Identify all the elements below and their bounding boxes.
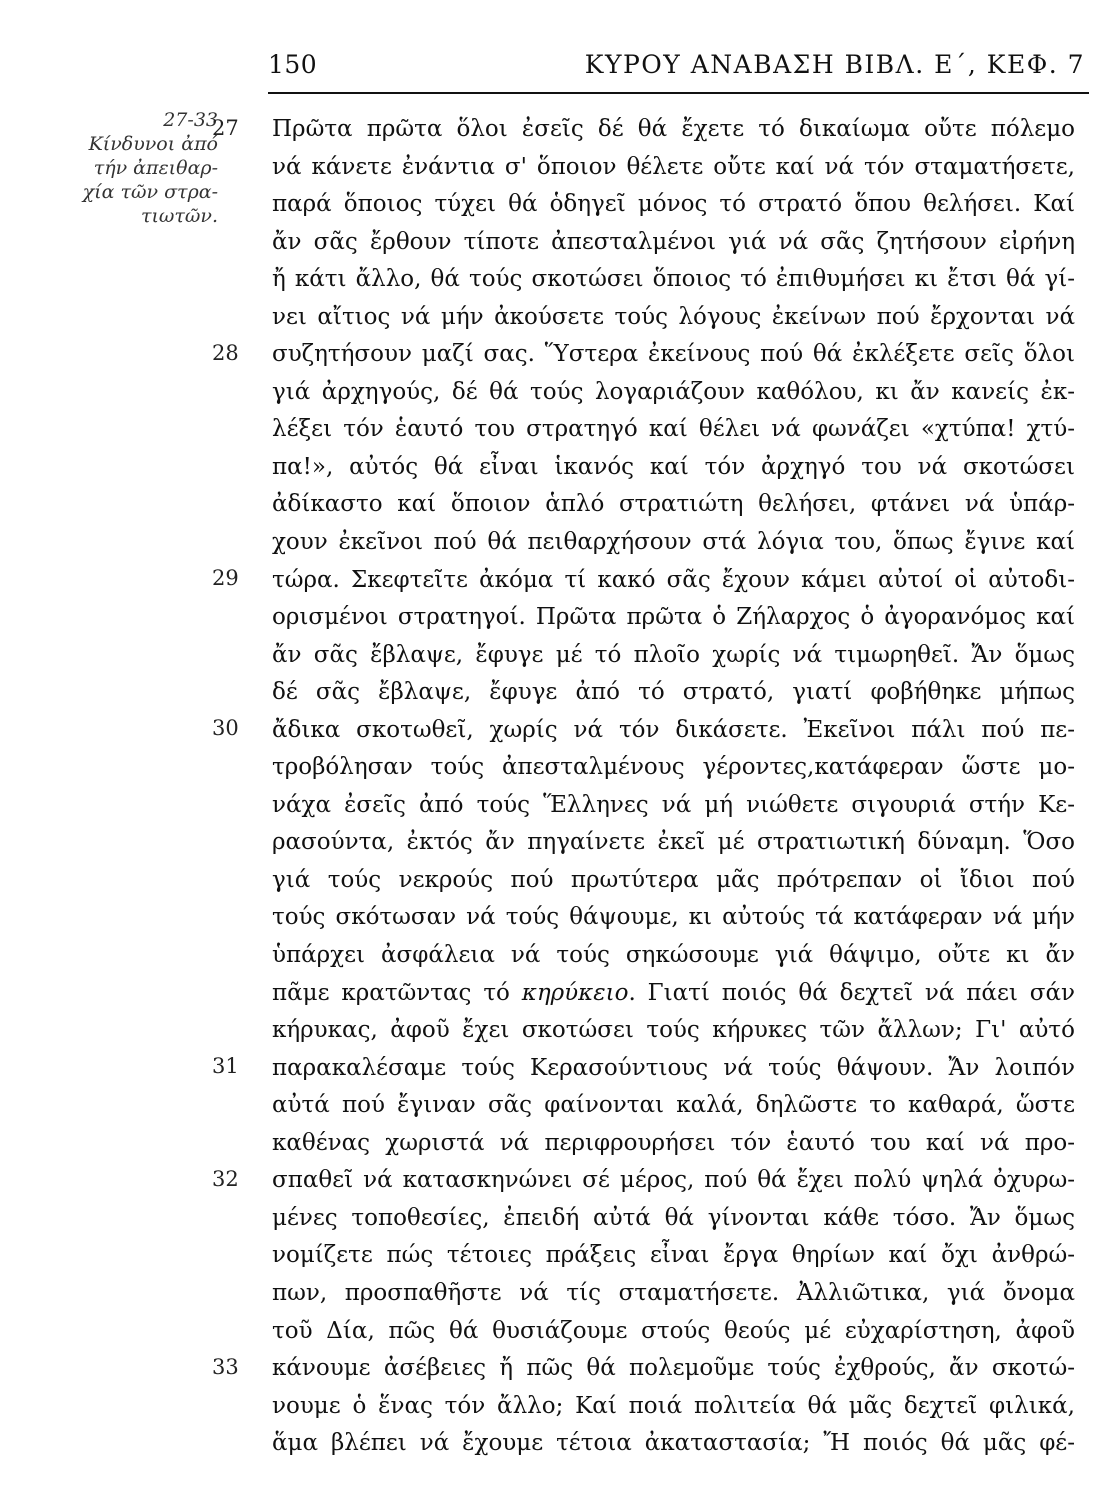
text-line: σπαθεῖ νά κατασκηνώνει σέ μέρος, πού θά ἔχει πολύ ψηλά ὀχυρω-: [272, 1167, 1075, 1194]
text-line: παρακαλέσαμε τούς Κερασούντιους νά τούς θάψουν. Ἄν λοιπόν: [272, 1054, 1075, 1081]
text-line: νά κάνετε ἐνάντια σ' ὅποιον θέλετε οὔτε καί νά τόν σταματήσετε,: [272, 153, 1075, 180]
text-line: ἄδικα σκοτωθεῖ, χωρίς νά τόν δικάσετε. Ἐκεῖνοι πάλι πού πε-: [272, 716, 1075, 743]
text-line: τροβόλησαν τούς ἀπεσταλμένους γέροντες,κατάφεραν ὥστε μο-: [272, 754, 1075, 781]
header-rule: [268, 92, 1089, 94]
text-line: καθένας χωριστά νά περιφρουρήσει τόν ἑαυτό του καί νά προ-: [272, 1129, 1075, 1156]
running-head: ΚΥΡΟΥ ΑΝΑΒΑΣΗ ΒΙΒΛ. Ε΄, ΚΕΦ. 7: [584, 50, 1085, 79]
margin-note-line: χία τῶν στρα-: [82, 181, 218, 203]
text-line: νουμε ὁ ἕνας τόν ἄλλο; Καί ποιά πολιτεία θά μᾶς δεχτεῖ φιλικά,: [272, 1392, 1075, 1419]
text-line: λέξει τόν ἑαυτό του στρατηγό καί θέλει νά φωνάζει «χτύπα! χτύ-: [272, 416, 1075, 443]
text-line: κήρυκας, ἀφοῦ ἔχει σκοτώσει τούς κήρυκες τῶν ἄλλων; Γι' αὐτό: [272, 1017, 1075, 1044]
text-line: γιά ἀρχηγούς, δέ θά τούς λογαριάζουν καθόλου, κι ἄν κανείς ἐκ-: [272, 378, 1075, 405]
text-line: τώρα. Σκεφτεῖτε ἀκόμα τί κακό σᾶς ἔχουν κάμει αὐτοί οἱ αὐτοδι-: [272, 566, 1075, 593]
text-line: νει αἴτιος νά μήν ἀκούσετε τούς λόγους ἐκείνων πού ἔρχονται νά: [272, 303, 1075, 330]
verse-number: 31: [212, 1054, 239, 1078]
text-line: ἤ κάτι ἄλλο, θά τούς σκοτώσει ὅποιος τό ἐπιθυμήσει κι ἔτσι θά γί-: [272, 266, 1075, 293]
text-line: νάχα ἐσεῖς ἀπό τούς Ἕλληνες νά μή νιώθετε σιγουριά στήν Κε-: [272, 791, 1075, 818]
text-line: ἄν σᾶς ἔβλαψε, ἔφυγε μέ τό πλοῖο χωρίς νά τιμωρηθεῖ. Ἄν ὅμως: [272, 641, 1075, 668]
text-line: ορισμένοι στρατηγοί. Πρῶτα πρῶτα ὁ Ζήλαρχος ὁ ἀγορανόμος καί: [272, 604, 1075, 631]
text-line: μένες τοποθεσίες, ἐπειδή αὐτά θά γίνονται κάθε τόσο. Ἄν ὅμως: [272, 1204, 1075, 1231]
text-line: πᾶμε κρατῶντας τό κηρύκειο. Γιατί ποιός θά δεχτεῖ νά πάει σάν: [272, 979, 1075, 1006]
verse-number: 29: [212, 566, 239, 590]
body-text: [272, 111, 1075, 1463]
verse-number: 30: [212, 716, 239, 740]
text-line: παρά ὅποιος τύχει θά ὁδηγεῖ μόνος τό στρατό ὅπου θελήσει. Καί: [272, 191, 1075, 218]
margin-note-line: τιωτῶν.: [140, 205, 218, 227]
text-line: πων, προσπαθῆστε νά τίς σταματήσετε. Ἀλλιῶτικα, γιά ὄνομα: [272, 1279, 1075, 1306]
text-line: αὐτά πού ἔγιναν σᾶς φαίνονται καλά, δηλῶστε το καθαρά, ὥστε: [272, 1092, 1075, 1119]
text-line: Πρῶτα πρῶτα ὅλοι ἐσεῖς δέ θά ἔχετε τό δικαίωμα οὔτε πόλεμο: [272, 116, 1075, 142]
text-line: τοῦ Δία, πῶς θά θυσιάζουμε στούς θεούς μέ εὐχαρίστηση, ἀφοῦ: [272, 1317, 1075, 1344]
margin-note: [38, 108, 218, 228]
page-number: 150: [268, 50, 318, 79]
text-line: πα!», αὐτός θά εἶναι ἱκανός καί τόν ἀρχηγό του νά σκοτώσει: [272, 453, 1075, 480]
verse-number: 33: [212, 1355, 239, 1379]
text-line: τούς σκότωσαν νά τούς θάψουμε, κι αὐτούς τά κατάφεραν νά μήν: [272, 904, 1075, 931]
text-line: δέ σᾶς ἔβλαψε, ἔφυγε ἀπό τό στρατό, γιατί φοβήθηκε μήπως: [272, 679, 1075, 706]
verse-number: 32: [212, 1167, 239, 1191]
margin-note-line: Κίνδυνοι ἀπό: [88, 133, 218, 155]
text-line: ἅμα βλέπει νά ἔχουμε τέτοια ἀκαταστασία; Ἤ ποιός θά μᾶς φέ-: [272, 1430, 1075, 1457]
text-line: ρασούντα, ἐκτός ἄν πηγαίνετε ἐκεῖ μέ στρατιωτική δύναμη. Ὅσο: [272, 829, 1075, 856]
text-line: νομίζετε πώς τέτοιες πράξεις εἶναι ἔργα θηρίων καί ὄχι ἀνθρώ-: [272, 1242, 1075, 1269]
text-line: ἄν σᾶς ἔρθουν τίποτε ἀπεσταλμένοι γιά νά σᾶς ζητήσουν εἰρήνη: [272, 228, 1075, 255]
text-line: συζητήσουν μαζί σας. Ὕστερα ἐκείνους πού θά ἐκλέξετε σεῖς ὅλοι: [272, 341, 1075, 368]
text-line: χουν ἐκεῖνοι πού θά πειθαρχήσουν στά λόγια του, ὅπως ἔγινε καί: [272, 529, 1075, 556]
margin-note-range: 27-33: [163, 109, 218, 131]
text-line: ἀδίκαστο καί ὅποιον ἁπλό στρατιώτη θελήσει, φτάνει νά ὑπάρ-: [272, 491, 1075, 518]
margin-note-line: τήν ἀπειθαρ-: [93, 157, 218, 179]
verse-number: 28: [212, 341, 239, 365]
text-line: γιά τούς νεκρούς πού πρωτύτερα μᾶς πρότρεπαν οἱ ἴδιοι πού: [272, 866, 1075, 893]
text-line: κάνουμε ἀσέβειες ἤ πῶς θά πολεμοῦμε τούς ἐχθρούς, ἄν σκοτώ-: [272, 1355, 1075, 1382]
text-line: ὑπάρχει ἀσφάλεια νά τούς σηκώσουμε γιά θάψιμο, οὔτε κι ἄν: [272, 942, 1075, 969]
verse-number: 27: [212, 116, 239, 140]
